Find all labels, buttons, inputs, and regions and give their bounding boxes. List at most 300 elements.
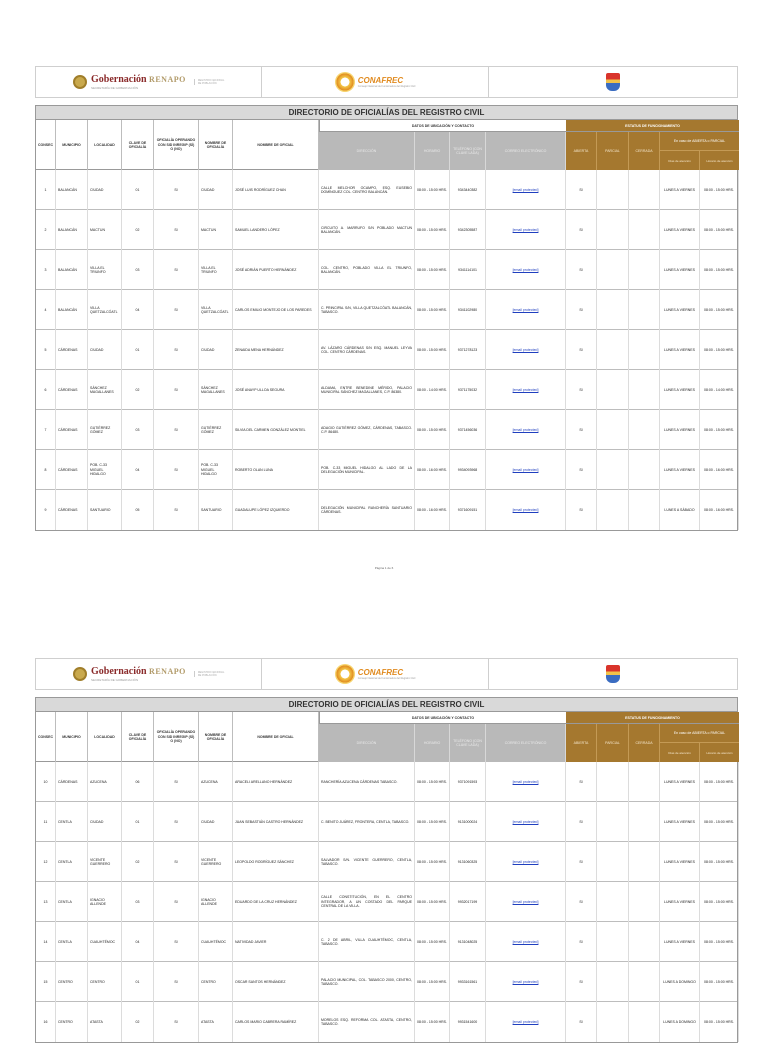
abierta-text: SI xyxy=(579,467,583,472)
hora_at-text: 08:00 - 15:00 HRS. xyxy=(704,779,734,784)
localidad-text: POB. C-33 MIGUEL HIDALGO xyxy=(90,463,107,477)
cell-abierta xyxy=(566,922,597,962)
email-link[interactable]: [email protected] xyxy=(512,859,539,864)
cell-clave xyxy=(122,962,154,1002)
telefono-text: 9931541600 xyxy=(457,1019,478,1024)
cell-abierta xyxy=(566,962,597,1002)
cell-oficial xyxy=(233,250,319,290)
hora_at-text: 08:00 - 15:00 HRS. xyxy=(704,1019,734,1024)
abierta-text: SI xyxy=(579,227,583,232)
email-link[interactable]: [email protected] xyxy=(512,387,539,392)
cell-localidad xyxy=(88,842,122,882)
cell-dias xyxy=(660,842,700,882)
header-correo: CORREO ELECTRÓNICO xyxy=(486,724,566,762)
cell-telefono xyxy=(450,1002,486,1042)
cell-direccion xyxy=(319,490,415,530)
cell-horario xyxy=(415,762,450,802)
cell-abierta xyxy=(566,882,597,922)
cell-hora_at xyxy=(700,490,739,530)
direccion-text: C. PRINCIPAL S/N, VILLA QUETZALCÓATL BALANCÁN, TABASCO. xyxy=(321,305,412,314)
cell-municipio xyxy=(56,210,88,250)
cell-correo xyxy=(486,922,566,962)
oficial-text: ARACELI ARELLANO HERNÁNDEZ xyxy=(235,779,293,784)
email-link[interactable]: [email protected] xyxy=(512,307,539,312)
cell-sid xyxy=(154,210,199,250)
coat-of-arms-icon xyxy=(606,73,620,91)
cell-oficialia xyxy=(199,450,233,490)
telefono-text: 9131060325 xyxy=(457,859,478,864)
abierta-text: SI xyxy=(579,979,583,984)
clave-text: 02 xyxy=(135,859,140,864)
cell-oficialia xyxy=(199,250,233,290)
cell-dias xyxy=(660,410,700,450)
cell-abierta xyxy=(566,450,597,490)
cell-telefono xyxy=(450,450,486,490)
cell-hora_at xyxy=(700,450,739,490)
cell-oficialia xyxy=(199,922,233,962)
cell-oficialia xyxy=(199,842,233,882)
cell-municipio xyxy=(56,802,88,842)
directory-table-page-2 xyxy=(35,697,738,1043)
oficial-text: ZENAIDA MENA HERNÁNDEZ xyxy=(235,347,284,352)
horario-text: 08:00 - 15:00 HRS. xyxy=(417,779,447,784)
header-localidad: LOCALIDAD xyxy=(88,712,122,762)
hora_at-text: 08:00 - 15:00 HRS. xyxy=(704,859,734,864)
cell-dias xyxy=(660,250,700,290)
cell-localidad xyxy=(88,210,122,250)
cell-direccion xyxy=(319,882,415,922)
cell-consec xyxy=(36,370,56,410)
header-correo: CORREO ELECTRÓNICO xyxy=(486,132,566,170)
cell-telefono xyxy=(450,882,486,922)
dias-text: LUNES A VIERNES xyxy=(664,939,695,944)
consec-text: 8 xyxy=(44,467,47,472)
cell-correo xyxy=(486,842,566,882)
sid-text: SI xyxy=(174,187,178,192)
cell-hora_at xyxy=(700,370,739,410)
cell-correo xyxy=(486,370,566,410)
municipio-text: CENTLA xyxy=(58,939,72,944)
cell-cerrada xyxy=(629,882,660,922)
cell-localidad xyxy=(88,1002,122,1042)
sid-text: SI xyxy=(174,859,178,864)
cell-abierta xyxy=(566,330,597,370)
abierta-text: SI xyxy=(579,507,583,512)
renapo-small-2: DE POBLACIÓN xyxy=(197,82,217,85)
cell-horario xyxy=(415,450,450,490)
hora_at-text: 08:00 - 15:00 HRS. xyxy=(704,427,734,432)
cell-localidad xyxy=(88,370,122,410)
cell-oficial xyxy=(233,962,319,1002)
hora_at-text: 08:00 - 15:00 HRS. xyxy=(704,939,734,944)
cell-localidad xyxy=(88,170,122,210)
cell-oficial xyxy=(233,330,319,370)
abierta-text: SI xyxy=(579,267,583,272)
telefono-text: 9371278123 xyxy=(457,347,478,352)
horario-text: 08:00 - 15:00 HRS. xyxy=(417,227,447,232)
localidad-text: SANTUARIO xyxy=(90,507,111,512)
oficialia-text: VICENTE GUERRERO xyxy=(201,857,222,866)
cell-direccion xyxy=(319,170,415,210)
cell-telefono xyxy=(450,370,486,410)
cell-parcial xyxy=(597,250,629,290)
segob-small-text: SECRETARÍA DE GOBERNACIÓN xyxy=(90,677,139,682)
cell-dias xyxy=(660,170,700,210)
mexico-seal-icon xyxy=(73,667,87,681)
conafrec-emblem-icon xyxy=(335,664,355,684)
gobernacion-renapo-logo xyxy=(36,659,262,689)
consec-text: 15 xyxy=(43,979,48,984)
header-nombre-oficial: NOMBRE DE OFICIAL xyxy=(233,712,319,762)
oficialia-text: CIUDAD xyxy=(201,187,215,192)
cell-clave xyxy=(122,842,154,882)
horario-text: 08:00 - 15:00 HRS. xyxy=(417,307,447,312)
cell-telefono xyxy=(450,250,486,290)
clave-text: 01 xyxy=(135,979,140,984)
cell-municipio xyxy=(56,1002,88,1042)
horario-text: 08:00 - 15:00 HRS. xyxy=(417,347,447,352)
conafrec-text: CONAFREC xyxy=(357,76,404,85)
header-cerrada: CERRADA xyxy=(629,724,660,762)
email-link[interactable]: [email protected] xyxy=(512,467,539,472)
cell-clave xyxy=(122,290,154,330)
telefono-text: 9371456036 xyxy=(457,427,478,432)
clave-text: 04 xyxy=(135,467,140,472)
header-clave: CLAVE DE OFICIALÍA xyxy=(122,712,154,762)
table-row xyxy=(36,802,737,842)
direccion-text: CALLE CONSTITUCIÓN, EN EL CENTRO INTEGRADOR, A UN COSTADO DEL PARQUE CENTRAL DE LA VILLA. xyxy=(321,895,412,909)
telefono-text: 9343440382 xyxy=(457,187,478,192)
cell-telefono xyxy=(450,762,486,802)
hora_at-text: 08:00 - 15:00 HRS. xyxy=(704,307,734,312)
cell-consec xyxy=(36,290,56,330)
hora_at-text: 08:00 - 14:00 HRS. xyxy=(704,387,734,392)
header-telefono: TELÉFONO (CON CLAVE LADA) xyxy=(450,132,486,170)
logo-bar xyxy=(35,658,738,690)
consec-text: 1 xyxy=(44,187,47,192)
cell-oficial xyxy=(233,842,319,882)
cell-municipio xyxy=(56,170,88,210)
direccion-text: PALACIO MUNICIPAL, COL. TABASCO 2000, CENTRO, TABASCO. xyxy=(321,977,412,986)
telefono-text: 9131000024 xyxy=(457,819,478,824)
oficial-text: JOSÉ ANAYP ULLOA SEGURA xyxy=(235,387,285,392)
abierta-text: SI xyxy=(579,819,583,824)
header-direccion: DIRECCIÓN xyxy=(319,132,415,170)
cell-oficialia xyxy=(199,1002,233,1042)
renapo-text: RENAPO xyxy=(149,666,186,676)
cell-consec xyxy=(36,210,56,250)
header-municipio: MUNICIPIO xyxy=(56,120,88,170)
renapo-small-2: DE POBLACIÓN xyxy=(197,674,217,677)
cell-direccion xyxy=(319,210,415,250)
cell-localidad xyxy=(88,882,122,922)
segob-small-text: SECRETARÍA DE GOBERNACIÓN xyxy=(90,85,139,90)
email-link[interactable]: [email protected] xyxy=(512,1019,539,1024)
cell-correo xyxy=(486,250,566,290)
cell-abierta xyxy=(566,290,597,330)
cell-oficialia xyxy=(199,210,233,250)
header-telefono: TELÉFONO (CON CLAVE LADA) xyxy=(450,724,486,762)
cell-municipio xyxy=(56,922,88,962)
clave-text: 03 xyxy=(135,899,140,904)
abierta-text: SI xyxy=(579,1019,583,1024)
cell-correo xyxy=(486,210,566,250)
cell-oficial xyxy=(233,922,319,962)
cell-oficial xyxy=(233,490,319,530)
cell-telefono xyxy=(450,842,486,882)
email-link[interactable]: [email protected] xyxy=(512,347,539,352)
cell-municipio xyxy=(56,370,88,410)
cell-direccion xyxy=(319,330,415,370)
tabasco-coat-of-arms xyxy=(489,67,737,97)
sid-text: SI xyxy=(174,467,178,472)
cell-hora_at xyxy=(700,410,739,450)
sid-text: SI xyxy=(174,899,178,904)
header-estatus: ESTATUS DE FUNCIONAMIENTO xyxy=(566,120,739,132)
cell-consec xyxy=(36,250,56,290)
table-row xyxy=(36,1002,737,1042)
cell-hora_at xyxy=(700,210,739,250)
cell-parcial xyxy=(597,290,629,330)
sid-text: SI xyxy=(174,779,178,784)
cell-parcial xyxy=(597,882,629,922)
cell-oficialia xyxy=(199,330,233,370)
email-link[interactable]: [email protected] xyxy=(512,507,539,512)
dias-text: LUNES A VIERNES xyxy=(664,779,695,784)
email-link[interactable]: [email protected] xyxy=(512,899,539,904)
email-link[interactable]: [email protected] xyxy=(512,427,539,432)
cell-dias xyxy=(660,370,700,410)
table-header xyxy=(36,120,737,170)
cell-correo xyxy=(486,410,566,450)
cell-dias xyxy=(660,290,700,330)
oficialia-text: VILLA EL TRIUNFO xyxy=(201,265,217,274)
cell-cerrada xyxy=(629,330,660,370)
sid-text: SI xyxy=(174,1019,178,1024)
cell-dias xyxy=(660,882,700,922)
gobernacion-text: Gobernación xyxy=(90,665,147,677)
page-number: Página 1 de 6 xyxy=(374,566,394,570)
cell-municipio xyxy=(56,882,88,922)
directory-table-page-1 xyxy=(35,105,738,531)
cell-sid xyxy=(154,762,199,802)
hora_at-text: 08:00 - 15:00 HRS. xyxy=(704,187,734,192)
cell-clave xyxy=(122,490,154,530)
horario-text: 08:00 - 15:00 HRS. xyxy=(417,1019,447,1024)
direccion-text: RANCHERÍA AZUCENA CÁRDENAS TABASCO. xyxy=(321,779,398,784)
cell-sid xyxy=(154,250,199,290)
email-link[interactable]: [email protected] xyxy=(512,819,539,824)
oficialia-text: AZUCENA xyxy=(201,779,218,784)
cell-sid xyxy=(154,330,199,370)
tabasco-coat-of-arms xyxy=(489,659,737,689)
cell-horario xyxy=(415,922,450,962)
cell-abierta xyxy=(566,1002,597,1042)
oficialia-text: GUTIÉRREZ GÓMEZ xyxy=(201,425,222,434)
municipio-text: CENTRO xyxy=(58,1019,73,1024)
cell-abierta xyxy=(566,370,597,410)
direccion-text: CIRCUITO A. MARRUFO S/N POBLADO MACTUN BALANCÁN. xyxy=(321,225,412,234)
email-link[interactable]: [email protected] xyxy=(512,939,539,944)
table-row xyxy=(36,490,737,530)
email-link[interactable]: [email protected] xyxy=(512,979,539,984)
consec-text: 10 xyxy=(43,779,48,784)
oficialia-text: ATASTA xyxy=(201,1019,214,1024)
cell-abierta xyxy=(566,210,597,250)
horario-text: 08:00 - 15:00 HRS. xyxy=(417,859,447,864)
cell-correo xyxy=(486,1002,566,1042)
email-link[interactable]: [email protected] xyxy=(512,779,539,784)
cell-cerrada xyxy=(629,490,660,530)
header-cerrada: CERRADA xyxy=(629,132,660,170)
table-row xyxy=(36,290,737,330)
cell-horario xyxy=(415,962,450,1002)
cell-cerrada xyxy=(629,250,660,290)
email-link[interactable]: [email protected] xyxy=(512,227,539,232)
cell-oficial xyxy=(233,450,319,490)
cell-horario xyxy=(415,170,450,210)
cell-hora_at xyxy=(700,170,739,210)
municipio-text: CENTLA xyxy=(58,899,72,904)
cell-cerrada xyxy=(629,210,660,250)
horario-text: 08:00 - 15:00 HRS. xyxy=(417,939,447,944)
email-link[interactable]: [email protected] xyxy=(512,187,539,192)
cell-clave xyxy=(122,922,154,962)
abierta-text: SI xyxy=(579,187,583,192)
email-link[interactable]: [email protected] xyxy=(512,267,539,272)
consec-text: 3 xyxy=(44,267,47,272)
consec-text: 7 xyxy=(44,427,47,432)
mexico-seal-icon xyxy=(73,75,87,89)
clave-text: 03 xyxy=(135,267,140,272)
municipio-text: BALANCÁN xyxy=(58,307,77,312)
cell-dias xyxy=(660,802,700,842)
horario-text: 08:00 - 16:00 HRS. xyxy=(417,467,447,472)
hora_at-text: 08:00 - 15:00 HRS. xyxy=(704,267,734,272)
cell-dias xyxy=(660,490,700,530)
cell-oficialia xyxy=(199,170,233,210)
municipio-text: CÁRDENAS xyxy=(58,347,78,352)
clave-text: 04 xyxy=(135,307,140,312)
oficialia-text: IGNACIO ALLENDE xyxy=(201,897,217,906)
cell-oficial xyxy=(233,1002,319,1042)
clave-text: 01 xyxy=(135,819,140,824)
cell-hora_at xyxy=(700,802,739,842)
oficial-text: JUAN SEBASTIÁN CASTRO HERNÁNDEZ xyxy=(235,819,304,824)
table-row xyxy=(36,962,737,1002)
oficialia-text: SANTUARIO xyxy=(201,507,222,512)
sid-text: SI xyxy=(174,939,178,944)
cell-oficial xyxy=(233,410,319,450)
cell-oficialia xyxy=(199,762,233,802)
oficialia-text: VILLA QUETZALCÓATL xyxy=(201,305,229,314)
dias-text: LUNES A VIERNES xyxy=(664,347,695,352)
cell-localidad xyxy=(88,410,122,450)
municipio-text: BALANCÁN xyxy=(58,227,77,232)
header-sid: OFICIALÍA OPERANDO CON SID INREGIP (SÍ) O (NO) xyxy=(154,712,199,762)
telefono-text: 9932017199 xyxy=(457,899,478,904)
header-en-caso: En caso de ABIERTA o PARCIAL xyxy=(660,724,739,743)
localidad-text: CIUDAD xyxy=(90,819,104,824)
cell-dias xyxy=(660,450,700,490)
cell-dias xyxy=(660,762,700,802)
header-horario: HORARIO xyxy=(415,132,450,170)
cell-hora_at xyxy=(700,922,739,962)
cell-horario xyxy=(415,490,450,530)
telefono-text: 9933161561 xyxy=(457,979,478,984)
cell-telefono xyxy=(450,802,486,842)
sid-text: SI xyxy=(174,427,178,432)
header-nombre-oficial: NOMBRE DE OFICIAL xyxy=(233,120,319,170)
consec-text: 14 xyxy=(43,939,48,944)
municipio-text: CÁRDENAS xyxy=(58,427,78,432)
dias-text: LUNES A VIERNES xyxy=(664,267,695,272)
cell-clave xyxy=(122,370,154,410)
municipio-text: CENTLA xyxy=(58,859,72,864)
cell-clave xyxy=(122,330,154,370)
oficial-text: SILVIA DEL CARMEN GONZÁLEZ MONTIEL xyxy=(235,427,306,432)
oficialia-text: CIUDAD xyxy=(201,819,215,824)
clave-text: 01 xyxy=(135,187,140,192)
header-en-caso: En caso de ABIERTA o PARCIAL xyxy=(660,132,739,151)
localidad-text: VICENTE GUERRERO xyxy=(90,857,111,866)
conafrec-small-text: Consejo Nacional de Funcionarios del Registro Civil xyxy=(357,677,416,680)
localidad-text: IGNACIO ALLENDE xyxy=(90,897,106,906)
header-consec: CONSEC xyxy=(36,120,56,170)
cell-horario xyxy=(415,410,450,450)
cell-horario xyxy=(415,290,450,330)
cell-correo xyxy=(486,762,566,802)
header-nombre-oficialia: NOMBRE DE OFICIALÍA xyxy=(199,712,233,762)
cell-dias xyxy=(660,922,700,962)
cell-oficialia xyxy=(199,410,233,450)
cell-sid xyxy=(154,1002,199,1042)
cell-direccion xyxy=(319,410,415,450)
dias-text: LUNES A VIERNES xyxy=(664,387,695,392)
oficialia-text: CIUDAD xyxy=(201,347,215,352)
horario-text: 08:00 - 15:00 HRS. xyxy=(417,427,447,432)
cell-municipio xyxy=(56,290,88,330)
horario-text: 08:00 - 14:00 HRS. xyxy=(417,387,447,392)
cell-oficialia xyxy=(199,490,233,530)
cell-municipio xyxy=(56,450,88,490)
cell-sid xyxy=(154,842,199,882)
cell-oficialia xyxy=(199,802,233,842)
abierta-text: SI xyxy=(579,387,583,392)
abierta-text: SI xyxy=(579,859,583,864)
gobernacion-renapo-logo xyxy=(36,67,262,97)
cell-clave xyxy=(122,250,154,290)
cell-horario xyxy=(415,370,450,410)
cell-clave xyxy=(122,410,154,450)
header-horario-atencion: Horario de atención xyxy=(700,151,739,170)
gobernacion-text: Gobernación xyxy=(90,73,147,85)
table-row xyxy=(36,330,737,370)
cell-hora_at xyxy=(700,250,739,290)
dias-text: LUNES A DOMINGO xyxy=(663,979,696,984)
cell-municipio xyxy=(56,330,88,370)
cell-abierta xyxy=(566,410,597,450)
abierta-text: SI xyxy=(579,307,583,312)
table-title: DIRECTORIO DE OFICIALÍAS DEL REGISTRO CIVIL xyxy=(36,698,737,712)
oficial-text: CARLOS EMILIO MONTEJO DE LOS PAREDES xyxy=(235,307,312,312)
cell-localidad xyxy=(88,962,122,1002)
municipio-text: CÁRDENAS xyxy=(58,467,78,472)
clave-text: 01 xyxy=(135,347,140,352)
cell-localidad xyxy=(88,802,122,842)
cell-telefono xyxy=(450,490,486,530)
cell-horario xyxy=(415,250,450,290)
